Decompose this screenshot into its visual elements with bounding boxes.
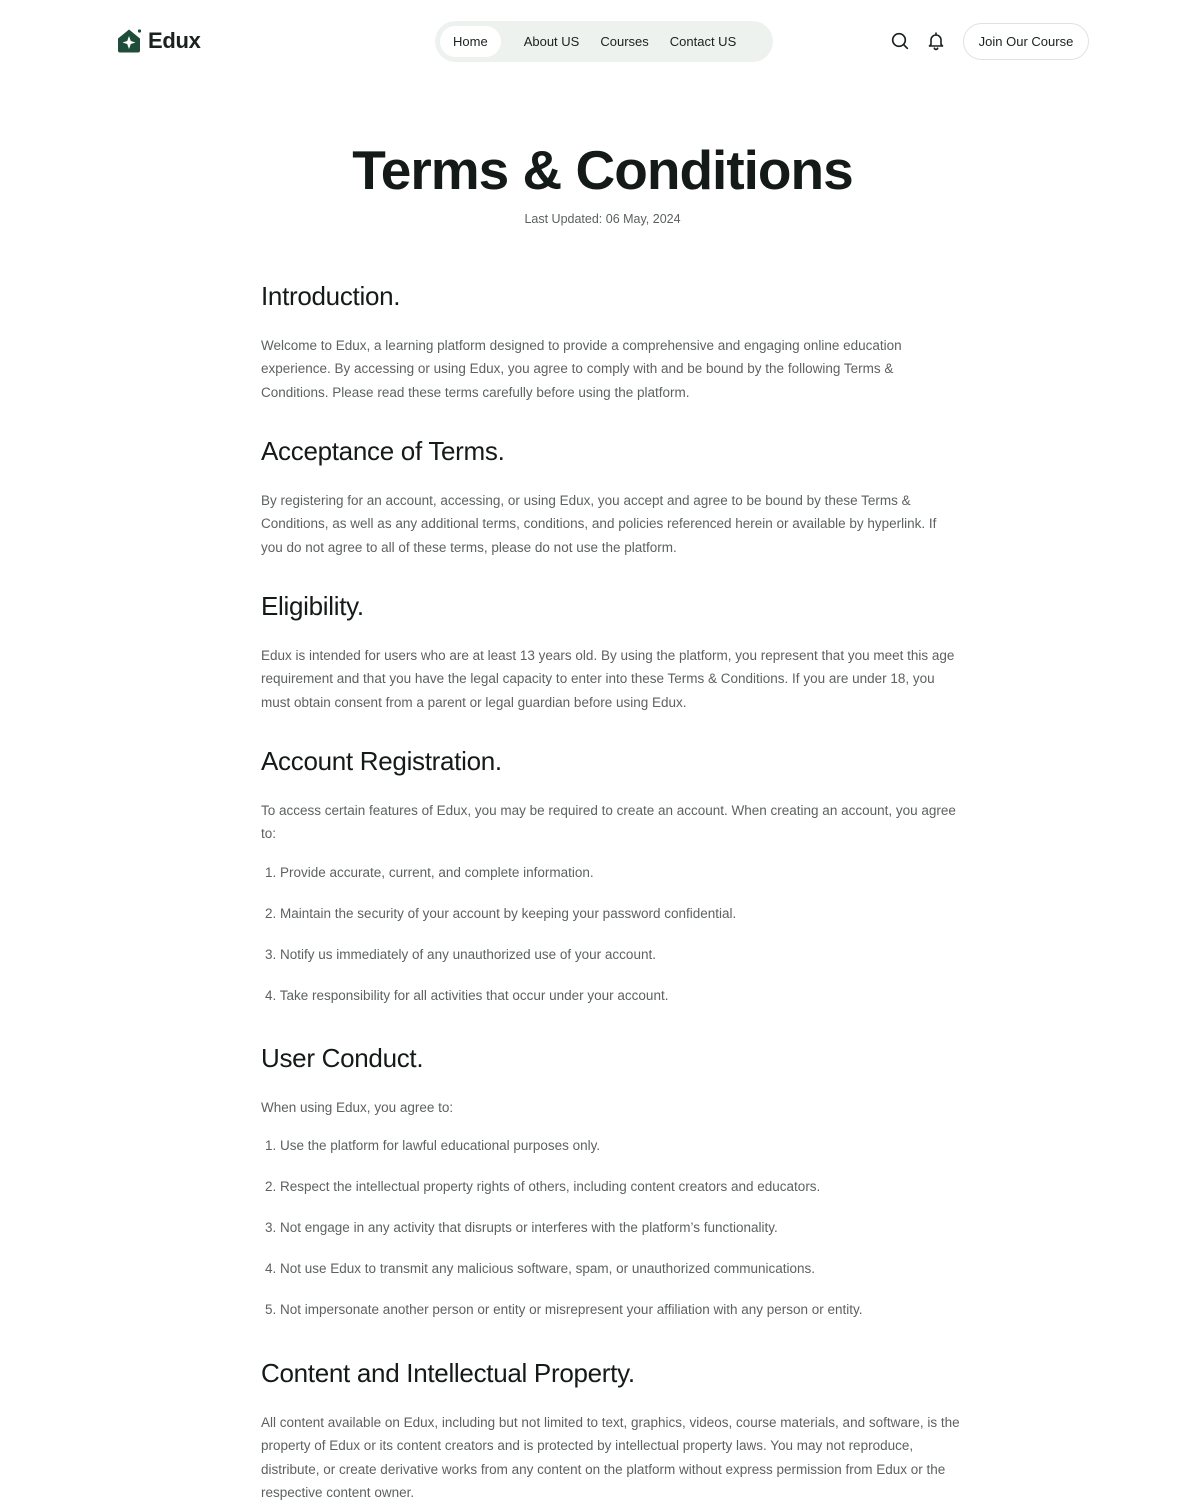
- section-paragraph: Welcome to Edux, a learning platform designed to provide a comprehensive and engaging online education experience. By accessing or using Edux, you agree to comply with and be bound by the following Terms & Conditions. Please read these terms carefully before using the platform.: [261, 338, 902, 400]
- section-paragraph: By registering for an account, accessing, or using Edux, you accept and agree to be bound by these Terms & Conditions, as well as any additional terms, conditions, and policies referenced herein or available by hyperlink. If you do not agree to all of these terms, please do not use the platform.: [261, 493, 937, 555]
- logo-mark-icon: [116, 28, 142, 54]
- account-requirements-list: [261, 864, 961, 1005]
- section-user-conduct: [261, 1043, 961, 1319]
- list-item: 5. Not impersonate another person or entity or misrepresent your affiliation with any person or entity.: [265, 1302, 863, 1318]
- join-course-button[interactable]: Join Our Course: [963, 23, 1089, 60]
- nav-contact[interactable]: Contact US: [669, 34, 737, 49]
- logo-text: Edux: [148, 28, 201, 53]
- section-eligibility: [261, 591, 961, 714]
- section-introduction: [261, 281, 961, 404]
- list-item: 4. Not use Edux to transmit any malicious software, spam, or unauthorized communications.: [265, 1261, 815, 1277]
- user-conduct-list: [261, 1137, 961, 1319]
- list-item: 1. Provide accurate, current, and complete information.: [265, 864, 594, 880]
- list-item: 1. Use the platform for lawful educational purposes only.: [265, 1138, 601, 1154]
- page-title: Terms & Conditions: [352, 139, 853, 201]
- list-item: 3. Notify us immediately of any unauthorized use of your account.: [265, 946, 656, 962]
- section-heading: User Conduct.: [261, 1043, 424, 1073]
- nav-about[interactable]: About US: [523, 34, 580, 49]
- nav-courses[interactable]: Courses: [600, 34, 649, 49]
- last-updated: Last Updated: 06 May, 2024: [524, 212, 681, 226]
- search-icon[interactable]: [890, 31, 910, 51]
- section-paragraph: When using Edux, you agree to:: [261, 1100, 454, 1115]
- section-paragraph: All content available on Edux, including but not limited to text, graphics, videos, course materials, and software, is the property of Edux or its content creators and is protected by intellectual property laws. You may not reproduce, distribute, or create derivative works from any content on the platform without express permission from Edux or the respective content owner.: [261, 1415, 960, 1500]
- section-heading: Content and Intellectual Property.: [261, 1358, 635, 1388]
- list-item: 4. Take responsibility for all activities that occur under your account.: [265, 987, 669, 1003]
- section-heading: Eligibility.: [261, 591, 364, 621]
- section-content-ip: [261, 1358, 961, 1500]
- section-account-registration: [261, 746, 961, 1005]
- section-paragraph: To access certain features of Edux, you may be required to create an account. When creating an account, you agree to:: [261, 803, 956, 842]
- section-paragraph: Edux is intended for users who are at least 13 years old. By using the platform, you represent that you meet this age requirement and that you have the legal capacity to enter into these Terms & Conditions. If you are under 18, you must obtain consent from a parent or legal guardian before using Edux.: [261, 648, 955, 710]
- main-nav: [435, 21, 773, 62]
- section-acceptance: [261, 436, 961, 559]
- section-heading: Acceptance of Terms.: [261, 436, 505, 466]
- site-header: [0, 0, 1200, 84]
- bell-icon[interactable]: [926, 31, 946, 51]
- list-item: 2. Respect the intellectual property rights of others, including content creators and educators.: [265, 1179, 821, 1195]
- list-item: 3. Not engage in any activity that disrupts or interferes with the platform’s functionality.: [265, 1220, 778, 1236]
- list-item: 2. Maintain the security of your account by keeping your password confidential.: [265, 905, 737, 921]
- section-heading: Account Registration.: [261, 746, 502, 776]
- section-heading: Introduction.: [261, 281, 401, 311]
- nav-home[interactable]: Home: [440, 26, 501, 57]
- logo[interactable]: [116, 28, 201, 54]
